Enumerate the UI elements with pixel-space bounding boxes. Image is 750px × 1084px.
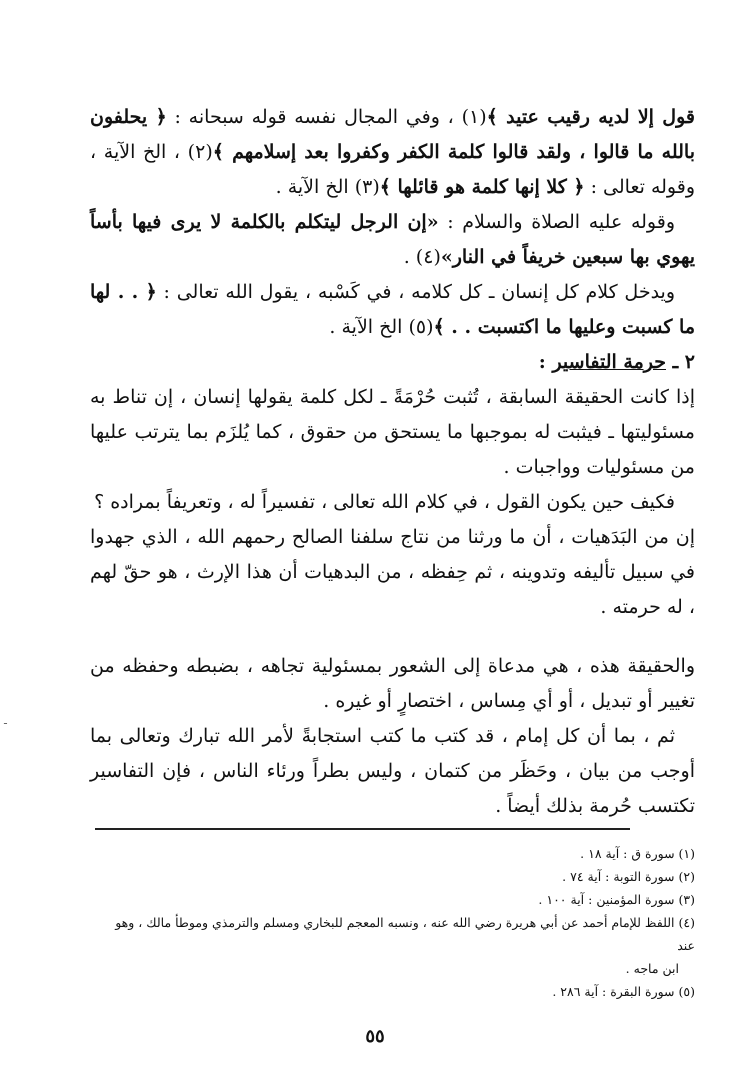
heading-colon: :	[538, 351, 553, 373]
paragraph: فكيف حين يكون القول ، في كلام الله تعالى ، تفسيراً له ، وتعريفاً بمراده ؟	[94, 491, 675, 513]
paragraph: إذا كانت الحقيقة السابقة ، تُثبت حُرْمَةً ـ لكل كلمة يقولها إنسان ، إن تناط به مسئوليتها ـ فيثبت له بموجبها ما يستحق من حقوق ، كما يُلزَم بما يترتب عليها من مسئوليات وواجبات .	[90, 386, 695, 478]
heading-title: حرمة التفاسير	[552, 351, 666, 373]
footnote: (٣) سورة المؤمنين : آية ١٠٠ .	[538, 892, 695, 907]
footnote-separator	[95, 828, 630, 830]
paragraph-hadith	[90, 205, 695, 275]
footnotes	[95, 842, 695, 1003]
footnote: (٢) سورة التوبة : آية ٧٤ .	[562, 869, 695, 884]
quran-quote: ﴿ . . لها ما كسبت وعليها ما اكتسبت . . ﴾	[90, 281, 695, 338]
paragraph-kasb	[90, 275, 695, 345]
text-run: (٥) الخ الآية .	[329, 316, 434, 338]
paragraph: ثم ، بما أن كل إمام ، قد كتب ما كتب استجابةً لأمر الله تبارك وتعالى بما أوجب من بيان ، وحَظَر من كتمان ، وليس بطراً ورئاء الناس ، فإن التفاسير تكتسب حُرمة بذلك أيضاً .	[90, 725, 695, 817]
text-run: (١) ، وفي المجال نفسه قوله سبحانه :	[166, 106, 487, 128]
text-run: ويدخل كلام كل إنسان ـ كل كلامه ، في كَسْبه ، يقول الله تعالى :	[156, 281, 676, 303]
hadith-quote: «إن الرجل ليتكلم بالكلمة لا يرى فيها بأساً يهوي بها سبعين خريفاً في النار»	[90, 211, 695, 268]
text-run: (٣) الخ الآية .	[275, 176, 380, 198]
margin-mark: ـ	[4, 716, 7, 727]
quran-quote: ﴿ كلا إنها كلمة هو قائلها ﴾	[379, 176, 585, 198]
page-number: ٥٥	[365, 1026, 385, 1047]
footnote: (٥) سورة البقرة : آية ٢٨٦ .	[552, 984, 695, 999]
footnote-continuation: ابن ماجه .	[625, 961, 679, 976]
footnote: (١) سورة ق : آية ١٨ .	[580, 846, 695, 861]
paragraph: والحقيقة هذه ، هي مدعاة إلى الشعور بمسئولية تجاهه ، بضبطه وحفظه من تغيير أو تبديل ، أو أي مِساس ، اختصارٍ أو غيره .	[90, 655, 695, 712]
text-run: (٢) ، الخ الآية ، وقوله تعالى :	[90, 141, 695, 198]
paragraph: إن من البَدَهيات ، أن ما ورثنا من نتاج سلفنا الصالح رحمهم الله ، الذي جهدوا في سبيل تأليفه وتدوينه ، ثم حِفظه ، من البدهيات أن هذا الإرث ، هو حقّ لهم ، له حرمته .	[90, 526, 695, 618]
quran-quote: ﴿ يحلفون بالله ما قالوا ، ولقد قالوا كلمة الكفر وكفروا بعد إسلامهم ﴾	[90, 106, 695, 163]
text-run: وقوله عليه الصلاة والسلام :	[438, 211, 676, 233]
main-text	[90, 100, 695, 824]
paragraph-gap	[90, 625, 695, 649]
paragraph-quotes	[90, 100, 695, 205]
footnote: (٤) اللفظ للإمام أحمد عن أبي هريرة رضي الله عنه ، ونسبه المعجم للبخاري ومسلم والترمذي وموطأ مالك ، وهو عند	[115, 915, 695, 953]
section-heading	[90, 345, 695, 380]
heading-number: ٢ ـ	[665, 351, 695, 373]
quran-quote: قول إلا لديه رقيب عتيد ﴾	[486, 106, 695, 128]
text-run: (٤) .	[403, 246, 441, 268]
